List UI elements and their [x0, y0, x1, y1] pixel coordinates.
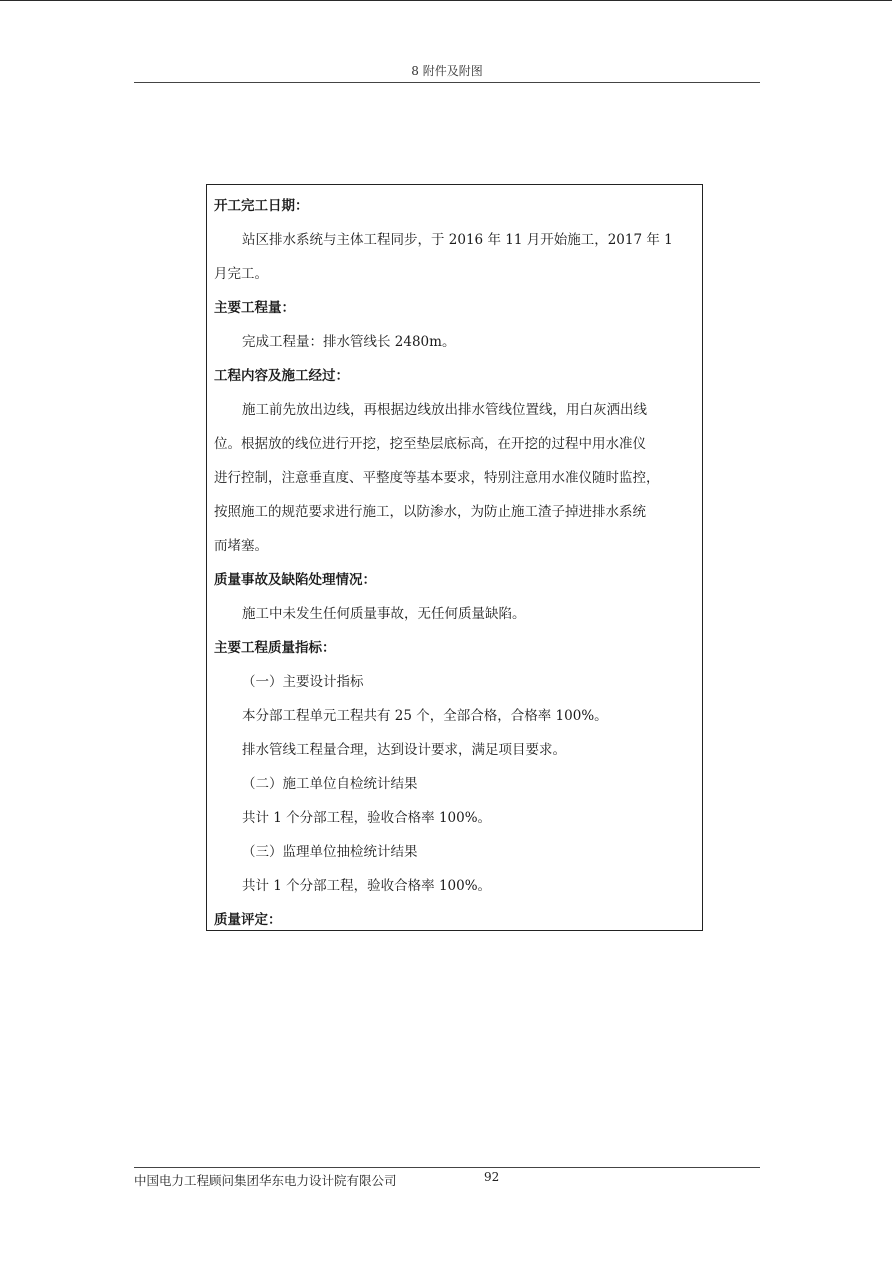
- paragraph-line: 站区排水系统与主体工程同步，于 2016 年 11 月开始施工，2017 年 1: [242, 232, 673, 248]
- paragraph-line: 按照施工的规范要求进行施工，以防渗水，为防止施工渣子掉进排水系统: [214, 504, 646, 520]
- paragraph-line: 进行控制，注意垂直度、平整度等基本要求，特别注意用水准仪随时监控，: [214, 470, 660, 486]
- page-top-border: [0, 0, 892, 1]
- paragraph-line: 而堵塞。: [214, 538, 268, 554]
- subheading-supervision-check: （三）监理单位抽检统计结果: [242, 844, 418, 860]
- paragraph-line: 施工前先放出边线，再根据边线放出排水管线位置线，用白灰洒出线: [242, 402, 647, 418]
- heading-schedule: 开工完工日期：: [214, 198, 309, 214]
- paragraph-line: 施工中未发生任何质量事故，无任何质量缺陷。: [242, 606, 526, 622]
- page-number: 92: [484, 1170, 500, 1184]
- header-rule: [134, 82, 760, 83]
- heading-defects: 质量事故及缺陷处理情况：: [214, 572, 376, 588]
- heading-quantity: 主要工程量：: [214, 300, 295, 316]
- paragraph-line: 月完工。: [214, 266, 268, 282]
- heading-process: 工程内容及施工经过：: [214, 368, 349, 384]
- subheading-self-check: （二）施工单位自检统计结果: [242, 776, 418, 792]
- subheading-design-indicators: （一）主要设计指标: [242, 674, 364, 690]
- paragraph-line: 位。根据放的线位进行开挖，挖至垫层底标高，在开挖的过程中用水准仪: [214, 436, 646, 452]
- paragraph-line: 共计 1 个分部工程，验收合格率 100%。: [242, 878, 492, 894]
- paragraph-line: 排水管线工程量合理，达到设计要求，满足项目要求。: [242, 742, 566, 758]
- heading-quality-assessment: 质量评定：: [214, 912, 282, 928]
- paragraph-line: 共计 1 个分部工程，验收合格率 100%。: [242, 810, 492, 826]
- page-header-title: 8 附件及附图: [411, 64, 483, 78]
- paragraph-line: 完成工程量：排水管线长 2480m。: [242, 334, 456, 350]
- footer-rule: [134, 1167, 760, 1168]
- paragraph-line: 本分部工程单元工程共有 25 个，全部合格，合格率 100%。: [242, 708, 608, 724]
- footer-company-name: 中国电力工程顾问集团华东电力设计院有限公司: [134, 1173, 397, 1188]
- heading-quality-indicators: 主要工程质量指标：: [214, 640, 336, 656]
- content-box: [206, 184, 703, 931]
